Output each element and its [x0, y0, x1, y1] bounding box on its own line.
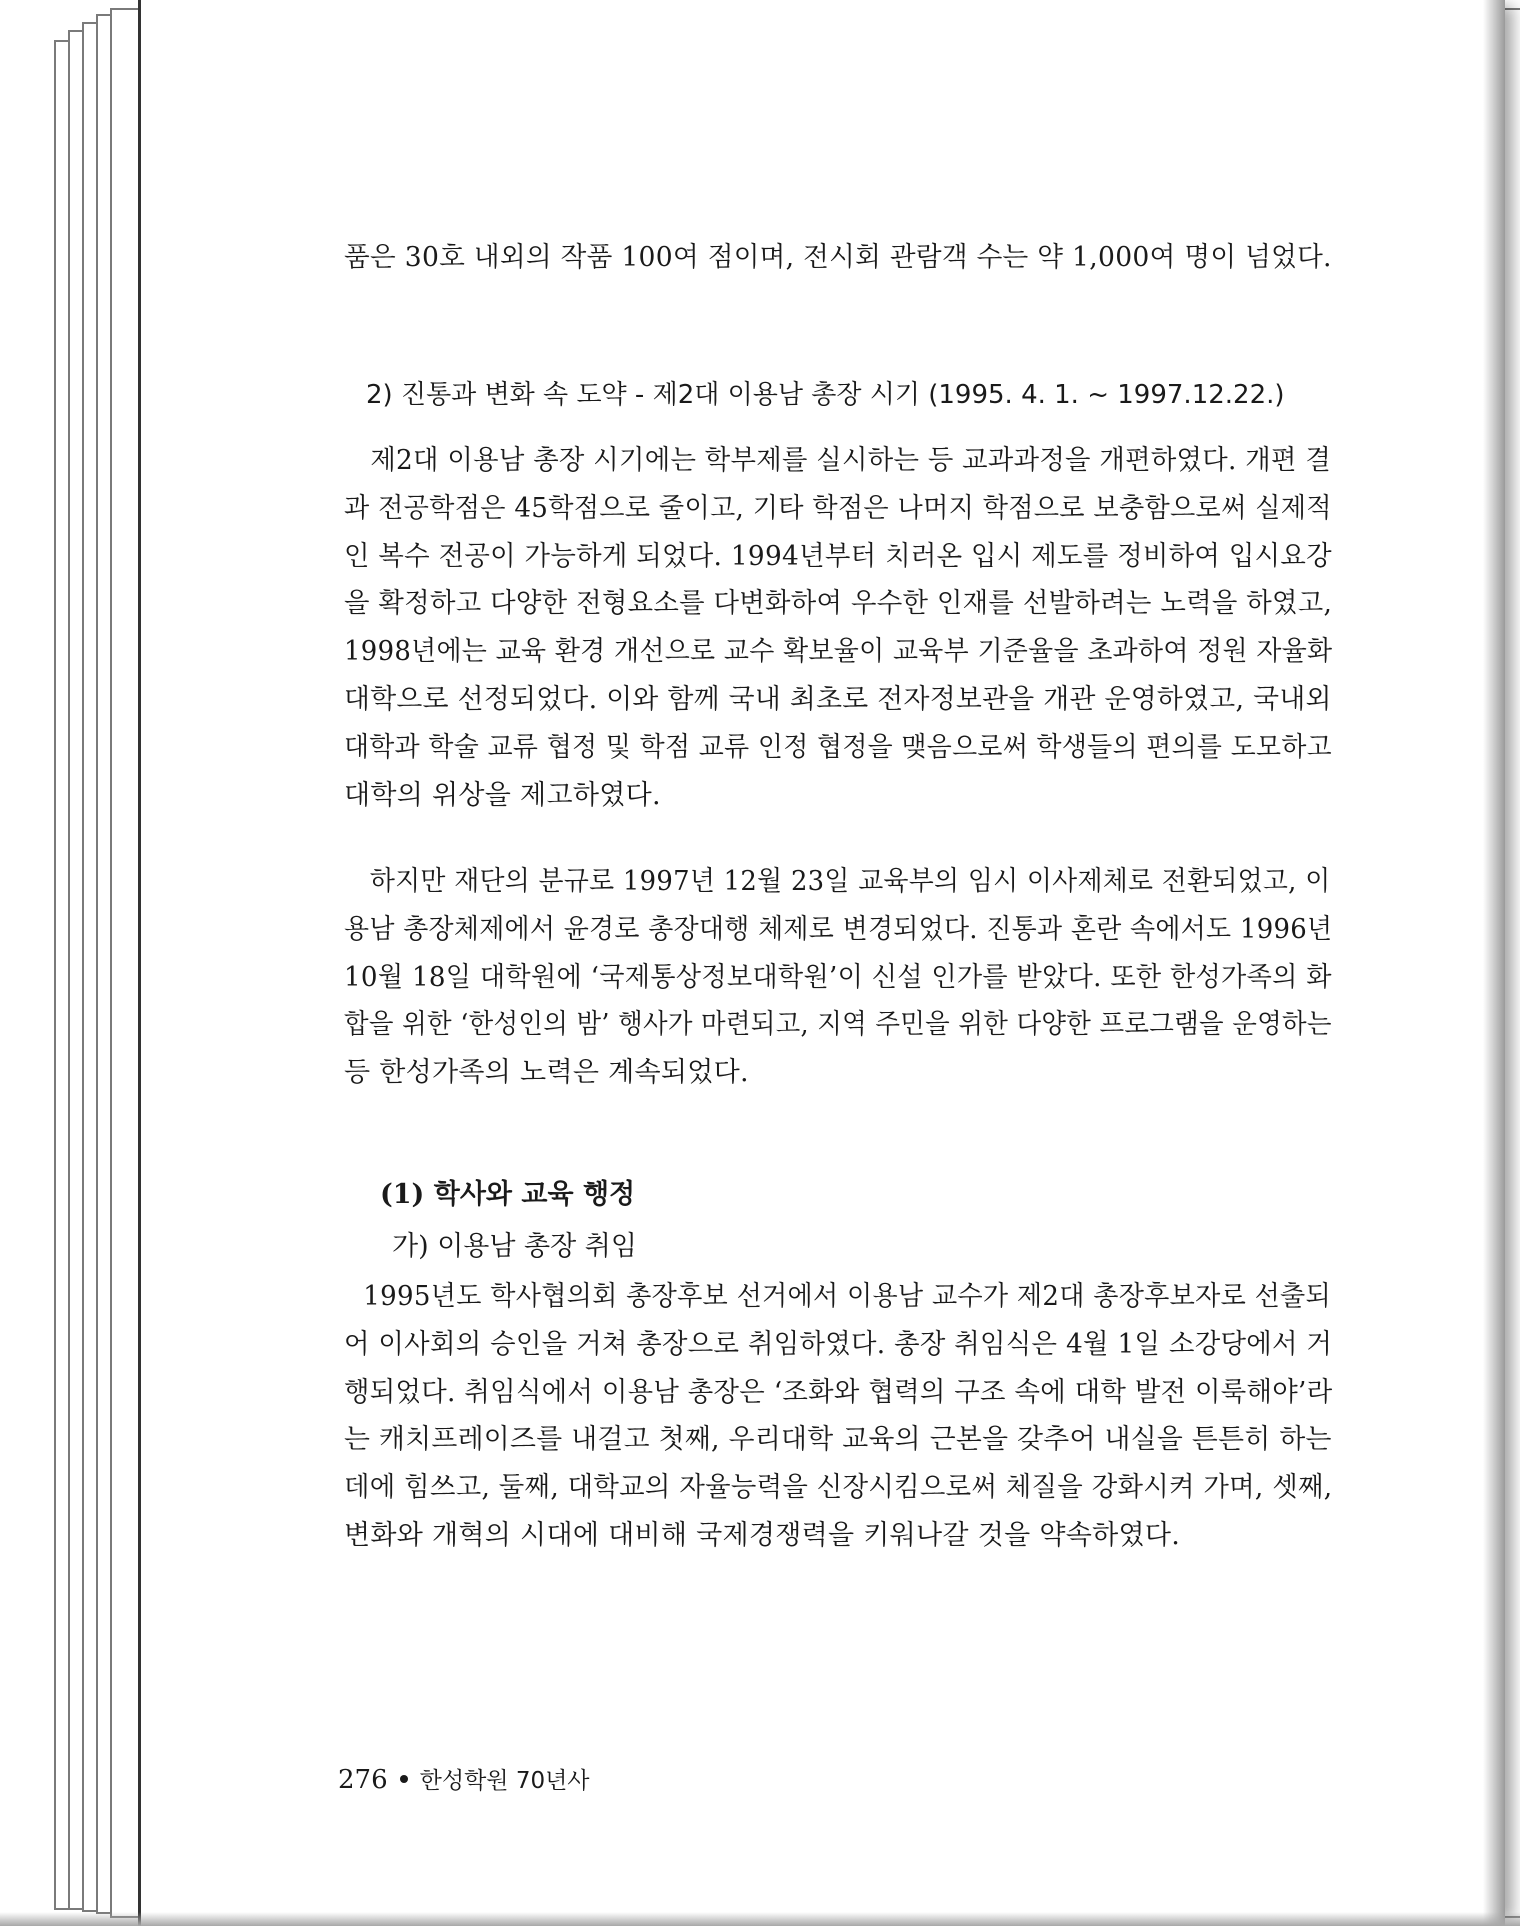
intro-line: 품은 30호 내외의 작품 100여 점이며, 전시회 관람객 수는 약 1,000여 명이 넘었다. [344, 242, 1332, 273]
intro-text [344, 234, 1332, 282]
paragraph-line: 는 캐치프레이즈를 내걸고 첫째, 우리대학 교육의 근본을 갖추어 내실을 튼튼히 하는 [344, 1424, 1332, 1456]
page-footer [338, 1762, 590, 1795]
paragraph-line: 1998년에는 교육 환경 개선으로 교수 확보율이 교육부 기준율을 초과하여 정원 자율화 [344, 636, 1333, 668]
book-title: 한성학원 70년사 [419, 1768, 590, 1794]
section-heading: 2) 진통과 변화 속 도약 - 제2대 이용남 총장 시기 (1995. 4. 1. ~ 1997.12.22.) [366, 380, 1285, 410]
paragraph-line: 과 전공학점은 45학점으로 줄이고, 기타 학점은 나머지 학점으로 보충함으로써 실제적 [344, 492, 1332, 524]
subsection-heading: (1) 학사와 교육 행정 [380, 1179, 636, 1210]
subsubsection-heading: 가) 이용남 총장 취임 [392, 1231, 637, 1262]
page-shadow [1483, 0, 1505, 1926]
paragraph-3 [344, 1273, 1332, 1560]
paragraph-line: 대학으로 선정되었다. 이와 함께 국내 최초로 전자정보관을 개관 운영하였고, 국내외 [344, 683, 1332, 715]
bullet-icon [400, 1775, 408, 1783]
paragraph-line: 대학과 학술 교류 협정 및 학점 교류 인정 협정을 맺음으로써 학생들의 편의를 도모하고 [344, 731, 1332, 763]
paragraph-line: 용남 총장체제에서 윤경로 총장대행 체제로 변경되었다. 진통과 혼란 속에서도 1996년 [344, 913, 1333, 945]
paragraph-line: 인 복수 전공이 가능하게 되었다. 1994년부터 치러온 입시 제도를 정비하여 입시요강 [344, 540, 1332, 572]
paragraph-line: 하지만 재단의 분규로 1997년 12월 23일 교육부의 임시 이사제체로 전환되었고, 이 [369, 866, 1331, 897]
paragraph-line: 대학의 위상을 제고하였다. [344, 779, 661, 811]
paragraph-line: 10월 18일 대학원에 ‘국제통상정보대학원’이 신설 인가를 받았다. 또한 한성가족의 화 [344, 961, 1332, 993]
page-bottom-shadow [0, 1912, 1520, 1926]
paragraph-line: 합을 위한 ‘한성인의 밤’ 행사가 마련되고, 지역 주민을 위한 다양한 프로그램을 운영하는 [344, 1009, 1332, 1041]
paragraph-line: 을 확정하고 다양한 전형요소를 다변화하여 우수한 인재를 선발하려는 노력을 하였고, [344, 588, 1333, 620]
paragraph-line: 행되었다. 취임식에서 이용남 총장은 ‘조화와 협력의 구조 속에 대학 발전 이룩해야’라 [344, 1376, 1333, 1408]
paragraph-line: 1995년도 학사협의회 총장후보 선거에서 이용남 교수가 제2대 총장후보자로 선출되 [363, 1281, 1331, 1312]
page-number: 276 [338, 1765, 388, 1795]
paragraph-line: 제2대 이용남 총장 시기에는 학부제를 실시하는 등 교과과정을 개편하였다. 개편 결 [370, 445, 1332, 476]
paragraph-line: 어 이사회의 승인을 거쳐 총장으로 취임하였다. 총장 취임식은 4월 1일 소강당에서 거 [344, 1328, 1333, 1360]
paragraph-line: 등 한성가족의 노력은 계속되었다. [344, 1057, 749, 1089]
paragraph-line: 데에 힘쓰고, 둘째, 대학교의 자율능력을 신장시킴으로써 체질을 강화시켜 가며, 셋째, [344, 1472, 1333, 1504]
paragraph-1 [344, 437, 1332, 819]
paragraph-line: 변화와 개혁의 시대에 대비해 국제경쟁력을 키워나갈 것을 약속하였다. [344, 1519, 1181, 1551]
paragraph-2 [344, 858, 1332, 1097]
